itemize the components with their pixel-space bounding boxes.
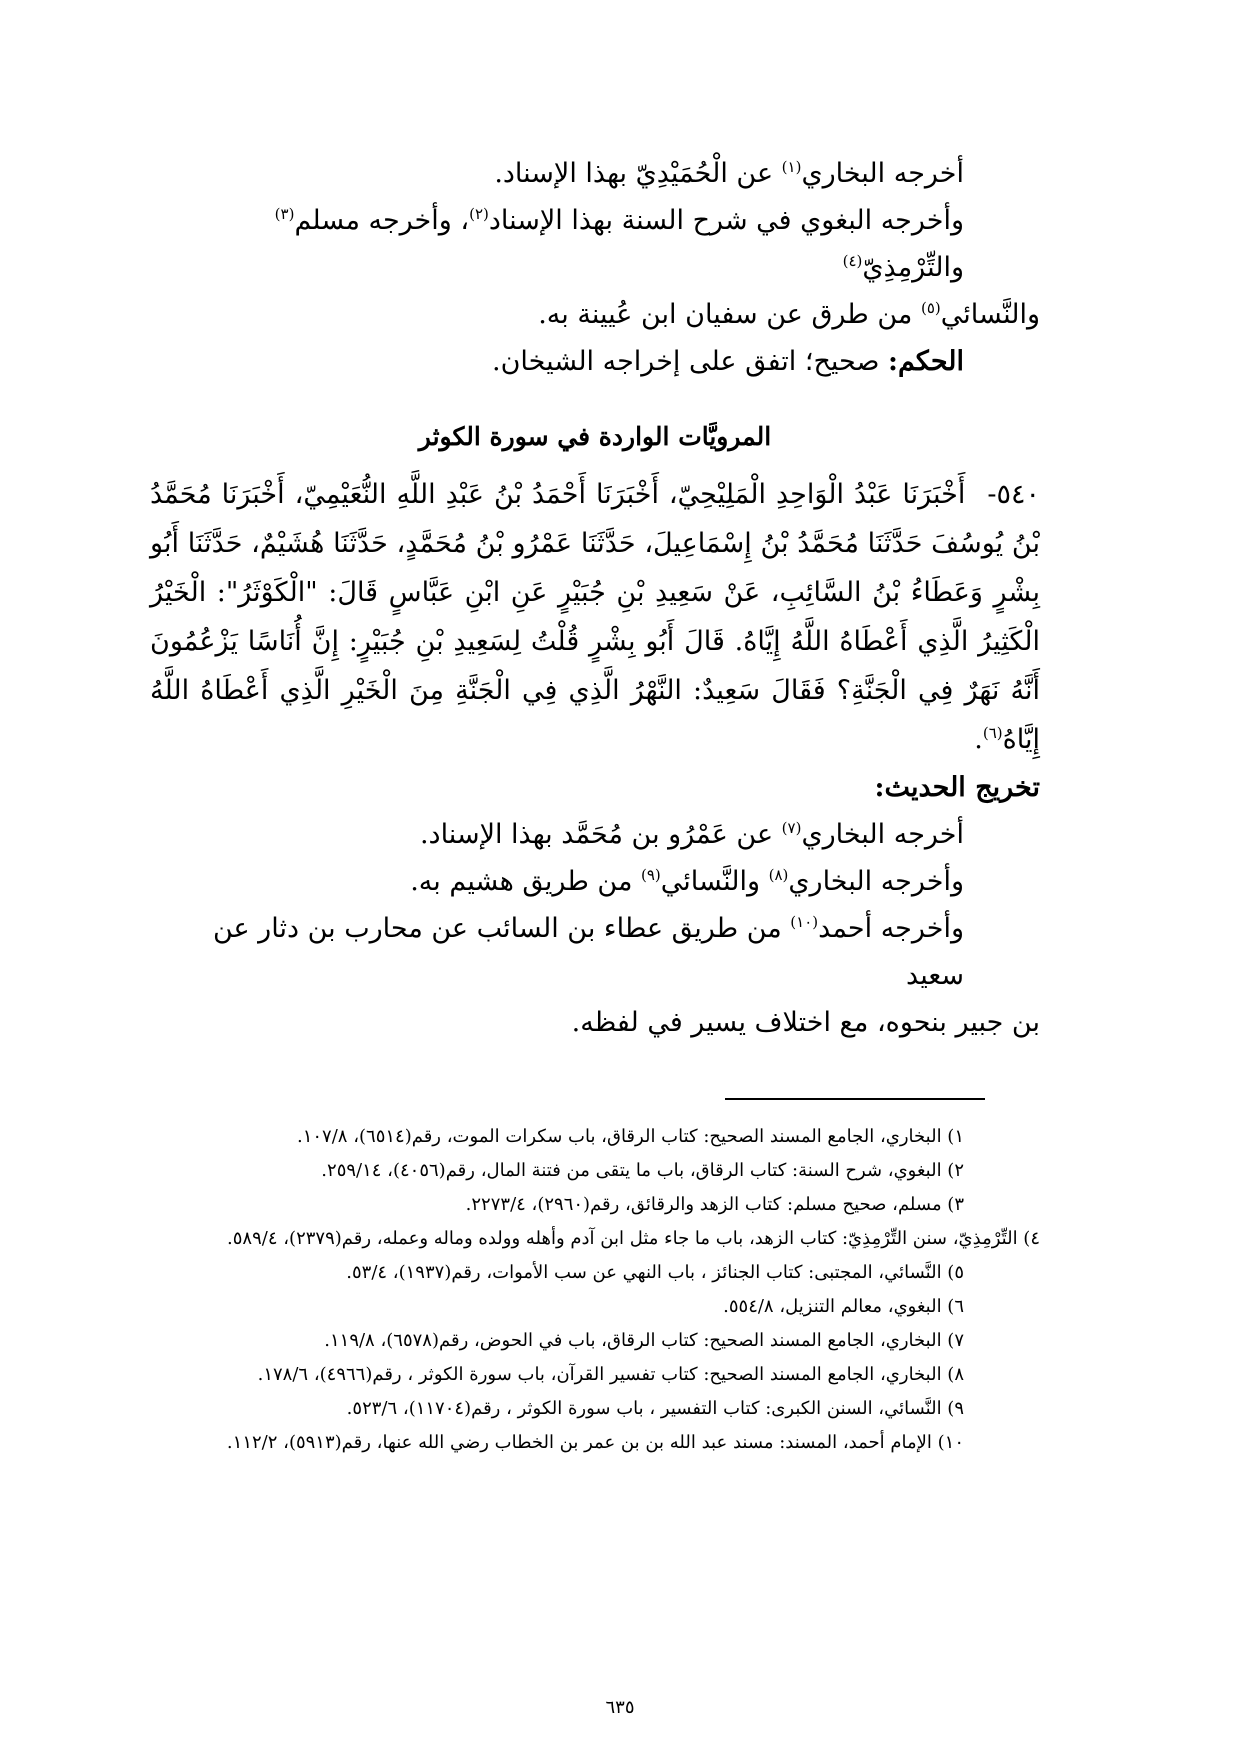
footnote-1: ١) البخاري، الجامع المسند الصحيح: كتاب الرقاق، باب سكرات الموت، رقم(٦٥١٤)، ١٠٧/٨. [296,1126,964,1147]
hadith-text: أَخْبَرَنَا عَبْدُ الْوَاحِدِ الْمَلِيْحِيّ، أَخْبَرَنَا أَحْمَدُ بْنُ عَبْدِ اللَّهِ النُّعَيْمِيّ، أَخْبَرَنَا مُحَمَّدُ بْنُ يُوسُفَ حَدَّثَنَا مُحَمَّدُ بْنُ إِسْمَاعِيلَ، حَدَّثَنَا عَمْرُو بْنُ مُحَمَّدٍ، حَدَّثَنَا هُشَيْمٌ، حَدَّثَنَا أَبُو بِشْرٍ وَعَطَاءُ بْنُ السَّائِبِ، عَنْ سَعِيدِ بْنِ جُبَيْرٍ عَنِ ابْنِ عَبَّاسٍ قَالَ: "الْكَوْثَرُ": الْخَيْرُ الْكَثِيرُ الَّذِي أَعْطَاهُ اللَّهُ إِيَّاهُ. قَالَ أَبُو بِشْرٍ قُلْتُ لِسَعِيدِ بْنِ جُبَيْرٍ: إِنَّ أُنَاسًا يَزْعُمُونَ أَنَّهُ نَهَرٌ فِي الْجَنَّةِ؟ فَقَالَ سَعِيدٌ: النَّهْرُ الَّذِي فِي الْجَنَّةِ مِنَ الْخَيْرِ الَّذِي أَعْطَاهُ اللَّهُ إِيَّاهُ [150,479,1040,755]
hadith-540: ٥٤٠-أَخْبَرَنَا عَبْدُ الْوَاحِدِ الْمَلِيْحِيّ، أَخْبَرَنَا أَحْمَدُ بْنُ عَبْدِ اللَّهِ النُّعَيْمِيّ، أَخْبَرَنَا مُحَمَّدُ بْنُ يُوسُفَ حَدَّثَنَا مُحَمَّدُ بْنُ إِسْمَاعِيلَ، حَدَّثَنَا عَمْرُو بْنُ مُحَمَّدٍ، حَدَّثَنَا هُشَيْمٌ، حَدَّثَنَا أَبُو بِشْرٍ وَعَطَاءُ بْنُ السَّائِبِ، عَنْ سَعِيدِ بْنِ جُبَيْرٍ عَنِ ابْنِ عَبَّاسٍ قَالَ: "الْكَوْثَرُ": الْخَيْرُ الْكَثِيرُ الَّذِي أَعْطَاهُ اللَّهُ إِيَّاهُ. قَالَ أَبُو بِشْرٍ قُلْتُ لِسَعِيدِ بْنِ جُبَيْرٍ: إِنَّ أُنَاسًا يَزْعُمُونَ أَنَّهُ نَهَرٌ فِي الْجَنَّةِ؟ فَقَالَ سَعِيدٌ: النَّهْرُ الَّذِي فِي الْجَنَّةِ مِنَ الْخَيْرِ الَّذِي أَعْطَاهُ اللَّهُ إِيَّاهُ$^{(٦)}$. [150,479,1040,755]
takhrij-ahmad-continued: بن جبير بنحوه، مع اختلاف يسير في لفظه. [571,1007,1040,1038]
takhrij-heading: تخريج الحديث: [874,772,1040,803]
footnote-3: ٣) مسلم، صحيح مسلم: كتاب الزهد والرقائق، رقم(٢٩٦٠)، ٢٢٧٣/٤. [465,1194,964,1215]
page-number: ٦٣٥ [605,1697,635,1718]
paragraph-nasai: والنَّسائي$^{(٥)}$ من طرق عن سفيان ابن عُيينة به. [538,299,1040,330]
footnote-ref-8[interactable]: (٨) [768,866,789,884]
footnote-5: ٥) النَّسائي، المجتبى: كتاب الجنائز ، باب النهي عن سب الأموات، رقم(١٩٣٧)، ٥٣/٤. [346,1262,964,1283]
ruling-text: صحيح؛ اتفق على إخراجه الشيخان. [492,346,888,377]
footnote-6: ٦) البغوي، معالم التنزيل، ٥٥٤/٨. [723,1296,964,1317]
section-heading: المرويَّات الواردة في سورة الكوثر [418,422,772,451]
paragraph-bukhari-humaydi: أخرجه البخاري$^{(١)}$ عن الْحُمَيْدِيّ بهذا الإسناد. [494,158,964,189]
paragraph-baghawi-muslim: وأخرجه البغوي في شرح السنة بهذا الإسناد$^{(٢)}$، وأخرجه مسلم$^{(٣)}$ والتِّرْمِذِيّ$^{(٤)}$ [274,205,964,283]
footnote-10: ١٠) الإمام أحمد، المسند: مسند عبد الله بن بن عمر بن الخطاب رضي الله عنها، رقم(٥٩١٣)، ١١٢/٢. [226,1432,964,1453]
footnote-9: ٩) النَّسائي، السنن الكبرى: كتاب التفسير ، باب سورة الكوثر ، رقم(١١٧٠٤)، ٥٢٣/٦. [346,1398,964,1419]
ruling-label: الحكم: [887,346,964,377]
ruling [150,338,1040,385]
footnote-separator [725,1098,985,1100]
takhrij-ahmad: وأخرجه أحمد$^{(١٠)}$ من طريق عطاء بن السائب عن محارب بن دثار عن سعيد [212,913,964,991]
footnote-ref-7[interactable]: (٧) [781,819,802,837]
footnote-4: ٤) التِّرْمِذِيّ، سنن التِّرْمِذِيّ: كتاب الزهد، باب ما جاء مثل ابن آدم وأهله وولده وماله وعمله، رقم(٢٣٧٩)، ٥٨٩/٤. [227,1228,1040,1249]
hadith-number: ٥٤٠- [987,479,1040,510]
main-text [150,150,1040,1046]
footnotes [150,1120,1040,1460]
footnote-ref-4[interactable]: (٤) [842,252,863,270]
footnote-2: ٢) البغوي، شرح السنة: كتاب الرقاق، باب ما يتقى من فتنة المال، رقم(٤٠٥٦)، ٢٥٩/١٤. [321,1160,964,1181]
footnote-ref-1[interactable]: (١) [781,158,802,176]
footnote-8: ٨) البخاري، الجامع المسند الصحيح: كتاب تفسير القرآن، باب سورة الكوثر ، رقم(٤٩٦٦)، ١٧٨/٦. [257,1364,964,1385]
footnote-ref-6[interactable]: (٦) [982,724,1003,742]
footnote-ref-9[interactable]: (٩) [641,866,661,884]
footnote-ref-2[interactable]: (٢) [469,205,489,223]
footnote-7: ٧) البخاري، الجامع المسند الصحيح: كتاب الرقاق، باب في الحوض، رقم(٦٥٧٨)، ١١٩/٨. [324,1330,964,1351]
takhrij-bukhari: أخرجه البخاري$^{(٧)}$ عن عَمْرُو بن مُحَمَّد بهذا الإسناد. [419,819,964,850]
footnote-ref-3[interactable]: (٣) [274,205,295,223]
footnote-ref-10[interactable]: (١٠) [790,913,819,931]
footnote-ref-5[interactable]: (٥) [920,299,941,317]
takhrij-bukhari-nasai: وأخرجه البخاري$^{(٨)}$ والنَّسائي$^{(٩)}$ من طريق هشيم به. [410,866,964,897]
